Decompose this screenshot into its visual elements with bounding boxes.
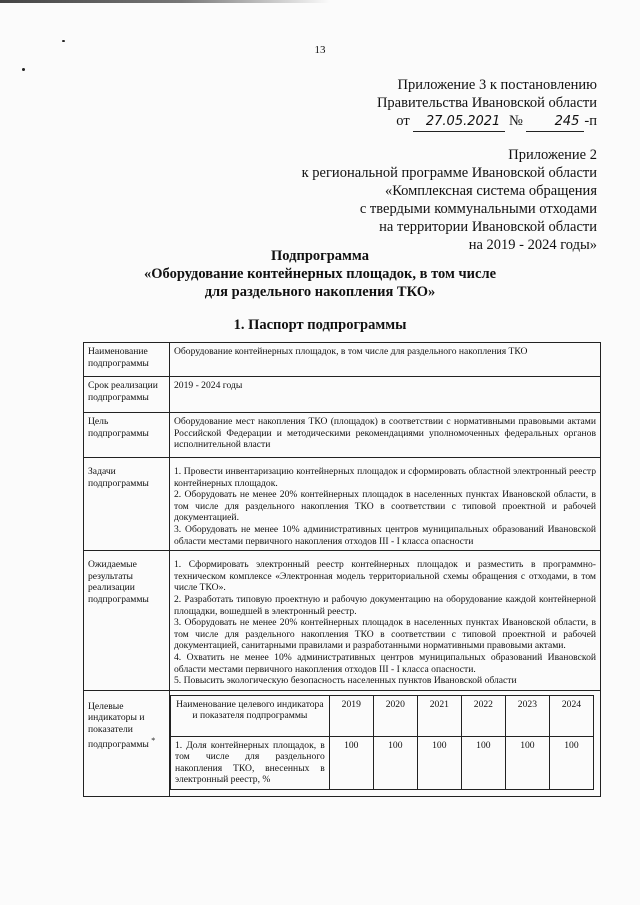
row-value: Оборудование контейнерных площадок, в том числе для раздельного накопления ТКО <box>170 343 601 377</box>
indicator-value: 100 <box>461 736 505 789</box>
indicator-name: 1. Доля контейнерных площадок, в том числе для раздельного накопления ТКО, внесенных в электронный реестр, % <box>171 736 330 789</box>
indicator-value: 100 <box>505 736 549 789</box>
appendix-2-line: на территории Ивановской области <box>379 219 597 235</box>
list-item: 3. Оборудовать не менее 20% контейнерных площадок в населенных пунктах Ивановской области, в том числе для раздельного накопления ТКО в соответствии с типовой проектной и рабочей документацией, санитарными правилами и разработанными нормативными правовыми актами. <box>174 617 596 652</box>
scan-artifact-line <box>0 0 330 3</box>
appendix-2-line: к региональной программе Ивановской области <box>301 165 597 181</box>
tasks-list <box>170 458 601 551</box>
appendix-2-line: Приложение 2 <box>508 147 597 163</box>
list-item: 2. Оборудовать не менее 20% контейнерных площадок в населенных пунктах Ивановской области, в том числе для раздельного накопления ТКО в соответствии с типовой проектной и рабочей документацией. <box>174 489 596 524</box>
year-header: 2024 <box>549 695 593 736</box>
list-item: 2. Разработать типовую проектную и рабочую документацию на оборудование каждой контейнерной площадки, вошедшей в электронный реестр. <box>174 593 596 617</box>
list-item: 1. Сформировать электронный реестр контейнерных площадок и разместить в программно-техническом комплексе «Электронная модель территориальной схемы обращения с отходами, в том числе ТКО». <box>174 559 596 594</box>
appendix-2-header <box>302 146 597 254</box>
table-row <box>84 551 601 691</box>
passport-table <box>83 342 601 797</box>
appendix-2-line: на 2019 - 2024 годы» <box>468 237 597 253</box>
indicator-value: 100 <box>549 736 593 789</box>
year-header: 2021 <box>417 695 461 736</box>
row-label: Задачи подпрограммы <box>84 458 170 551</box>
indicator-row <box>171 736 594 789</box>
indicator-value: 100 <box>329 736 373 789</box>
appendix-2-line: «Комплексная система обращения <box>384 183 597 199</box>
appendix-2-line: с твердыми коммунальными отходами <box>359 201 597 217</box>
row-value: Оборудование мест накопления ТКО (площадок) в соответствии с нормативными правовыми актами Российской Федерации и методическими рекомендациями уполномоченных федеральных органов исполнительной власти <box>170 413 601 458</box>
indicator-name-header: Наименование целевого индикатора и показателя подпрограммы <box>171 695 330 736</box>
indicators-table <box>170 695 594 790</box>
indicators-header-row <box>171 695 594 736</box>
scan-speck <box>22 68 25 71</box>
year-header: 2022 <box>461 695 505 736</box>
handwritten-number: 245 <box>526 113 584 132</box>
list-item: 1. Провести инвентаризацию контейнерных площадок и сформировать областной электронный реестр контейнерных площадок. <box>174 466 596 489</box>
table-row <box>84 458 601 551</box>
indicators-cell <box>170 690 601 796</box>
table-row <box>84 377 601 413</box>
table-row <box>84 413 601 458</box>
results-list <box>170 551 601 691</box>
row-label: Цель подпрограммы <box>84 413 170 458</box>
row-value: 2019 - 2024 годы <box>170 377 601 413</box>
handwritten-date: 27.05.2021 <box>413 113 505 132</box>
list-item: 5. Повысить экологическую безопасность населенных пунктов Ивановской области <box>174 675 517 687</box>
year-header: 2023 <box>505 695 549 736</box>
page-number: 13 <box>314 44 326 56</box>
footnote-mark: * <box>151 736 156 746</box>
year-header: 2020 <box>373 695 417 736</box>
appendix-3-header <box>377 76 597 132</box>
row-label: Наименование подпрограммы <box>84 343 170 377</box>
section-title: 1. Паспорт подпрограммы <box>233 317 407 333</box>
table-row <box>84 690 601 796</box>
list-item: 3. Оборудовать не менее 10% административных центров муниципальных образований Ивановской области местами первичного накопления отходов III - I класса опасности <box>174 523 596 547</box>
row-label: Целевые индикаторы и показатели подпрограммы * <box>84 690 170 796</box>
indicator-value: 100 <box>373 736 417 789</box>
appendix-3-line: Правительства Ивановской области <box>376 95 597 111</box>
year-header: 2019 <box>329 695 373 736</box>
row-label: Срок реализации подпрограммы <box>84 377 170 413</box>
table-row <box>84 343 601 377</box>
scan-speck <box>62 40 65 42</box>
list-item: 4. Охватить не менее 10% административных центров муниципальных образований Ивановской области местами первичного накопления отходов III - I класса опасности. <box>174 651 596 675</box>
appendix-3-date-line: от 27.05.2021 № 245 -п <box>377 112 597 132</box>
indicator-value: 100 <box>417 736 461 789</box>
subprogram-title: Подпрограмма «Оборудование контейнерных площадок, в том числе для раздельного накопления ТКО» <box>143 248 497 300</box>
row-label: Ожидаемые результаты реализации подпрограммы <box>84 551 170 691</box>
appendix-3-line: Приложение 3 к постановлению <box>397 77 597 93</box>
